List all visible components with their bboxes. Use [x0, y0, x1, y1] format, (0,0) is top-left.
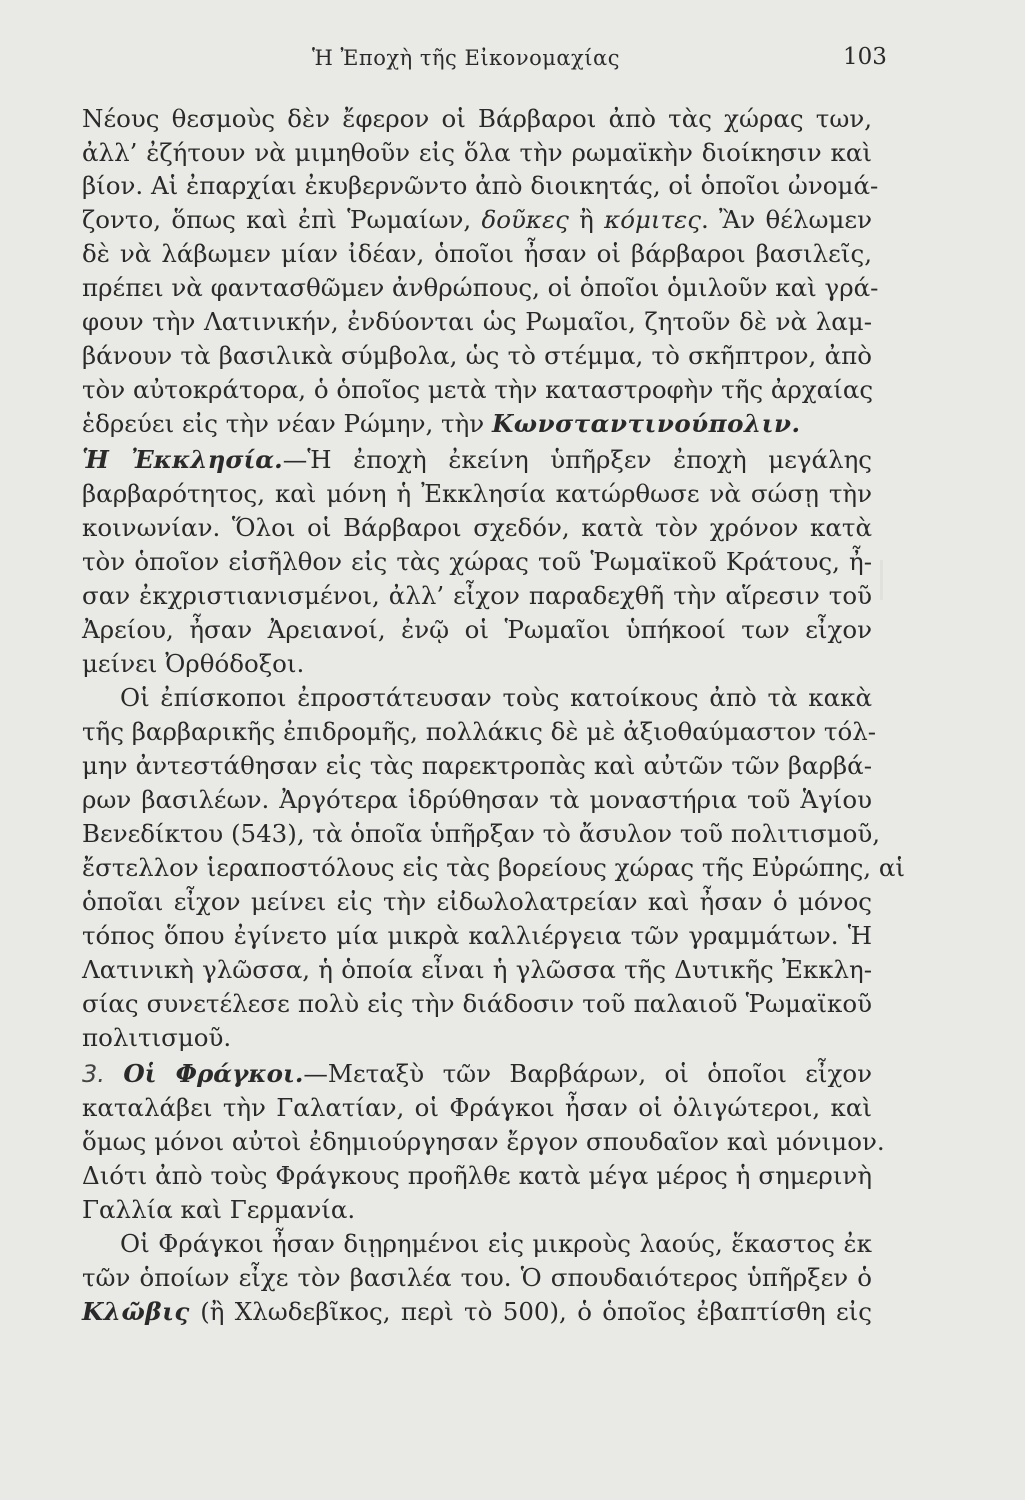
italic-term: κόμιτες: [604, 205, 701, 234]
text-line: ὅμως μόνοι αὐτοὶ ἐδημιούργησαν ἔργον σπουδαῖον καὶ μόνιμον.: [82, 1127, 885, 1156]
text-line: μην ἀντεστάθησαν εἰς τὰς παρεκτροπὰς καὶ αὐτῶν τῶν βαρβά-: [82, 751, 872, 780]
section-heading: Ἡ Ἐκκλησία.: [82, 445, 283, 474]
text-line: Ἀρείου, ἦσαν Ἀρειανοί, ἐνῷ οἱ Ῥωμαῖοι ὑπήκοοί των εἶχον: [82, 615, 872, 644]
text-line: βίον. Αἱ ἐπαρχίαι ἐκυβερνῶντο ἀπὸ διοικητάς, οἱ ὁποῖοι ὠνομά-: [82, 171, 879, 200]
text-line: ἔστελλον ἱεραποστόλους εἰς τὰς βορείους χώρας τῆς Εὐρώπης, αἱ: [82, 853, 906, 882]
text-line: πρέπει νὰ φαντασθῶμεν ἀνθρώπους, οἱ ὁποῖοι ὁμιλοῦν καὶ γρά-: [82, 273, 879, 302]
text-line: [82, 1058, 872, 1090]
handwritten-section-number: 3.: [82, 1060, 105, 1088]
text-line: τὸν αὐτοκράτορα, ὁ ὁποῖος μετὰ τὴν καταστροφὴν τῆς ἀρχαίας: [82, 375, 874, 404]
text-line: κοινωνίαν. Ὅλοι οἱ Βάρβαροι σχεδόν, κατὰ τὸν χρόνον κατὰ: [82, 513, 872, 542]
text-line: [82, 204, 872, 236]
text-line: σαν ἐκχριστιανισμένοι, ἀλλ’ εἶχον παραδεχθῆ τὴν αἵρεσιν τοῦ: [82, 581, 872, 610]
page-number: 103: [843, 44, 887, 70]
text-line: [82, 444, 872, 476]
bleed-through-mark: [880, 560, 883, 600]
text-run: ἢ: [568, 205, 605, 234]
page-header: [0, 40, 1025, 80]
text-line: καταλάβει τὴν Γαλατίαν, οἱ Φράγκοι ἦσαν οἱ ὀλιγώτεροι, καὶ: [82, 1093, 872, 1122]
text-line: Λατινικὴ γλῶσσα, ἡ ὁποία εἶναι ἡ γλῶσσα τῆς Δυτικῆς Ἐκκλη-: [82, 955, 872, 984]
text-line: μείνει Ὀρθόδοξοι.: [82, 649, 305, 678]
text-line: βαρβαρότητος, καὶ μόνη ἡ Ἐκκλησία κατώρθωσε νὰ σώσῃ τὴν: [82, 479, 872, 508]
text-run: . Ἂν θέλωμεν: [700, 205, 872, 234]
text-line: [82, 408, 872, 440]
text-line: Οἱ ἐπίσκοποι ἐπροστάτευσαν τοὺς κατοίκους ἀπὸ τὰ κακὰ: [120, 683, 872, 712]
text-run: ζοντο, ὅπως καὶ ἐπὶ Ῥωμαίων,: [82, 205, 482, 234]
text-line: τῶν ὁποίων εἶχε τὸν βασιλέα του. Ὁ σπουδαιότερος ὑπῆρξεν ὁ: [82, 1263, 872, 1292]
italic-term: δοῦκες: [481, 205, 569, 234]
text-line: τόπος ὅπου ἐγίνετο μία μικρὰ καλλιέργεια τῶν γραμμάτων. Ἡ: [82, 921, 872, 950]
text-line: Διότι ἀπὸ τοὺς Φράγκους προῆλθε κατὰ μέγα μέρος ἡ σημερινὴ: [82, 1161, 872, 1190]
text-line: ἀλλ’ ἐζήτουν νὰ μιμηθοῦν εἰς ὅλα τὴν ρωμαϊκὴν διοίκησιν καὶ: [82, 138, 872, 167]
emphasized-name: Κωνσταντινούπολιν.: [491, 409, 801, 438]
text-run: —Μεταξὺ τῶν Βαρβάρων, οἱ ὁποῖοι εἶχον: [303, 1059, 872, 1088]
text-line: Νέους θεσμοὺς δὲν ἔφερον οἱ Βάρβαροι ἀπὸ τὰς χώρας των,: [82, 104, 872, 133]
text-line: πολιτισμοῦ.: [82, 1023, 232, 1052]
text-line: σίας συνετέλεσε πολὺ εἰς τὴν διάδοσιν τοῦ παλαιοῦ Ῥωμαϊκοῦ: [82, 989, 872, 1018]
emphasized-name: Κλῶβις: [82, 1297, 190, 1326]
section-heading: Οἱ Φράγκοι.: [123, 1059, 304, 1088]
text-run: ἑδρεύει εἰς τὴν νέαν Ρώμην, τὴν: [82, 409, 492, 438]
text-line: φουν τὴν Λατινικήν, ἐνδύονται ὡς Ρωμαῖοι, ζητοῦν δὲ νὰ λαμ-: [82, 307, 872, 336]
text-line: [82, 1296, 872, 1328]
text-line: δὲ νὰ λάβωμεν μίαν ἰδέαν, ὁποῖοι ἦσαν οἱ βάρβαροι βασιλεῖς,: [82, 239, 872, 268]
text-line: ρων βασιλέων. Ἀργότερα ἱδρύθησαν τὰ μοναστήρια τοῦ Ἁγίου: [82, 785, 872, 814]
text-line: Βενεδίκτου (543), τὰ ὁποῖα ὑπῆρξαν τὸ ἄσυλον τοῦ πολιτισμοῦ,: [82, 819, 881, 848]
text-run: —Ἡ ἐποχὴ ἐκείνη ὑπῆρξεν ἐποχὴ μεγάλης: [282, 445, 873, 474]
text-line: Γαλλία καὶ Γερμανία.: [82, 1195, 356, 1224]
text-line: τὸν ὁποῖον εἰσῆλθον εἰς τὰς χώρας τοῦ Ῥωμαϊκοῦ Κράτους, ἦ-: [82, 547, 872, 576]
text-line: ὁποῖαι εἶχον μείνει εἰς τὴν εἰδωλολατρείαν καὶ ἦσαν ὁ μόνος: [82, 887, 872, 916]
text-run: (ἢ Χλωδεβῖκος, περὶ τὸ 500), ὁ ὁποῖος ἐβαπτίσθη εἰς: [189, 1297, 872, 1326]
text-line: βάνουν τὰ βασιλικὰ σύμβολα, ὡς τὸ στέμμα, τὸ σκῆπτρον, ἀπὸ: [82, 341, 872, 370]
text-line: τῆς βαρβαρικῆς ἐπιδρομῆς, πολλάκις δὲ μὲ ἀξιοθαύμαστον τόλ-: [82, 717, 877, 746]
text-line: Οἱ Φράγκοι ἦσαν διῃρημένοι εἰς μικροὺς λαούς, ἕκαστος ἐκ: [120, 1229, 872, 1258]
running-title: Ἡ Ἐποχὴ τῆς Εἰκονομαχίας: [312, 46, 620, 70]
